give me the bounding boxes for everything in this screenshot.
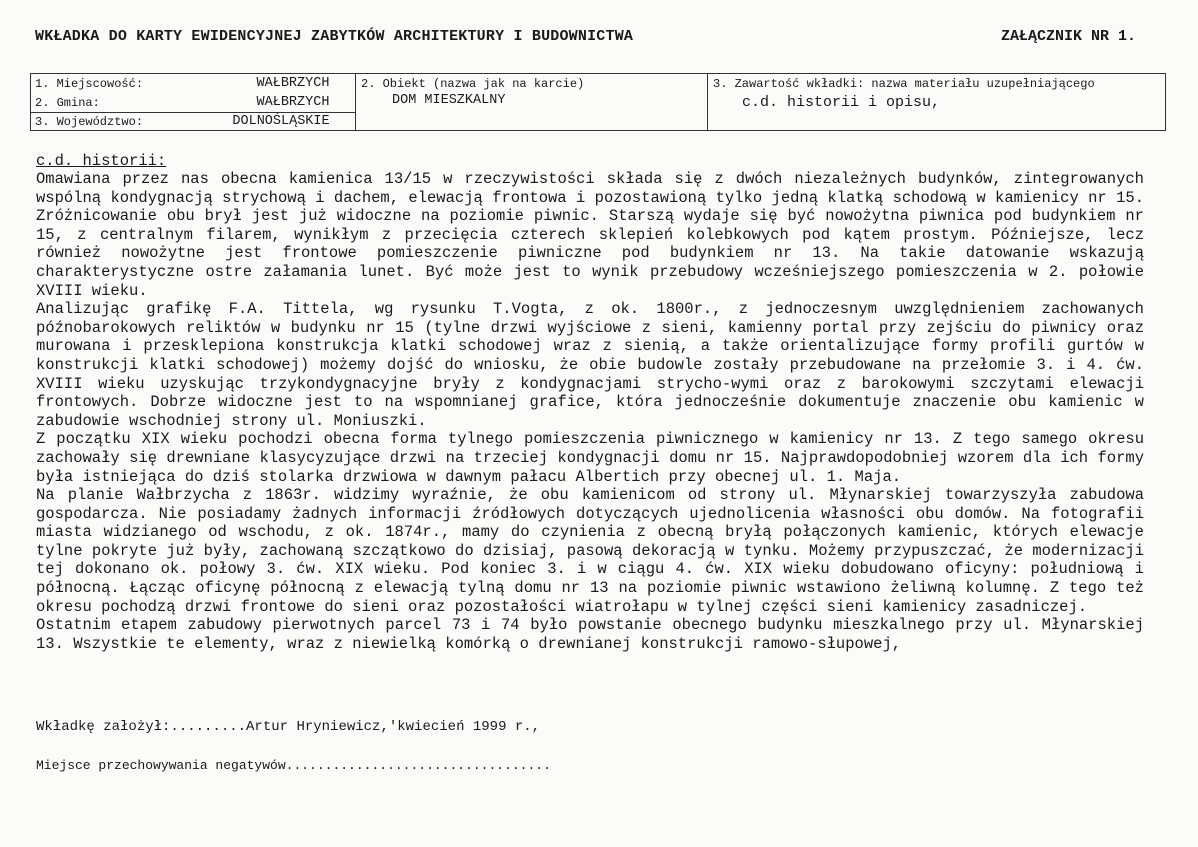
municipality-value: WAŁBRZYCH bbox=[256, 95, 330, 110]
object-value: DOM MIESZKALNY bbox=[392, 93, 506, 108]
paragraph: Ostatnim etapem zabudowy pierwotnych parcel 73 i 74 było powstanie obecnego budynku mieszkalnego przy ul. Młynarskiej 13. Wszystkie te elementy, wraz z niewielką komórką o drewnianej konstrukcji ramowo-słupowej, bbox=[36, 616, 1144, 653]
content-value: c.d. historii i opisu, bbox=[742, 94, 941, 111]
history-text bbox=[36, 170, 1144, 653]
info-table bbox=[30, 73, 1166, 131]
voivodeship-value: DOLNOŚLĄSKIE bbox=[232, 114, 330, 129]
content-cell bbox=[708, 74, 1165, 130]
municipality-row bbox=[31, 93, 355, 112]
paragraph: Z początku XIX wieku pochodzi obecna forma tylnego pomieszczenia piwnicznego w kamienicy nr 13. Z tego samego okresu zachowały się drewniane klasycyzujące drzwi na trzeciej kondygnacji domu nr 15. Najprawdopodobniej wzorem dla ich formy była istniejąca do dziś stolarka drzwiowa w dawnym pałacu Albertich przy obecnej ul. 1. Maja. bbox=[36, 430, 1144, 486]
paragraph: Na planie Wałbrzycha z 1863r. widzimy wyraźnie, że obu kamienicom od strony ul. Młynarskiej towarzyszyła zabudowa gospodarcza. Nie posiadamy żadnych informacji źródłowych dotyczących ujednolicenia własności obu domów. Na fotografii miasta widzianego od wschodu, z ok. 1874r., mamy do czynienia z obecną bryłą połączonych kamienic, których elewacje tylne pokryte już były, zachowaną szczątkowo do dzisiaj, pasową dekoracją w tynku. Możemy przypuszczać, że modernizacji tej dokonano ok. połowy 3. ćw. XIX wieku. Pod koniec 3. i w ciągu 4. ćw. XIX wieku dobudowano oficyny: południową i północną. Łącząc oficynę północną z elewacją tylną domu nr 13 na poziomie piwnic wstawiono żeliwną kolumnę. Z tego też okresu pochodzą drzwi frontowe do sieni oraz pozostałości wiatrołapu w tylnej części sieni kamienicy zasadniczej. bbox=[36, 486, 1144, 616]
locality-value: WAŁBRZYCH bbox=[256, 76, 330, 91]
annex-number: ZAŁĄCZNIK NR 1. bbox=[1000, 28, 1136, 45]
voivodeship-label: 3. Województwo: bbox=[35, 115, 144, 129]
paragraph: Analizując grafikę F.A. Tittela, wg rysunku T.Vogta, z ok. 1800r., z jednoczesnym uwzględnieniem zachowanych późnobarokowych reliktów w budynku nr 15 (tylne drzwi wyjściowe z sieni, kamienny portal przy zejściu do piwnicy oraz murowana i przesklepiona konstrukcja klatki schodowej wraz z sienią, a także orientalizujące formy profili gurtów w konstrukcji klatki schodowej) możemy dojść do wniosku, że obie budowle zostały przebudowane na przełomie 3. i 4. ćw. XVIII wieku uzyskując trzykondygnacyjne bryły z kondygnacjami strycho-wymi oraz z barokowymi szczytami elewacji frontowych. Dobrze widoczne jest to na wspomnianej grafice, która jednocześnie dokumentuje znaczenie obu kamienic w zabudowie wschodniej strony ul. Moniuszki. bbox=[36, 300, 1144, 430]
document-title: WKŁADKA DO KARTY EWIDENCYJNEJ ZABYTKÓW ARCHITEKTURY I BUDOWNICTWA bbox=[35, 28, 634, 45]
object-label: 2. Obiekt (nazwa jak na karcie) bbox=[361, 77, 585, 91]
location-cell bbox=[31, 74, 356, 130]
paragraph: Omawiana przez nas obecna kamienica 13/15 w rzeczywistości składa się z dwóch niezależnych budynków, zintegrowanych wspólną kondygnacją strychową i dachem, elewacją frontowa i pozostawioną tylko jedną klatką schodową w kamienicy nr 15. Zróżnicowanie obu brył jest już widoczne na poziomie piwnic. Starszą wydaje się być nowożytna piwnica pod budynkiem nr 15, z centralnym filarem, wynikłym z przecięcia czterech sklepień kolebkowych pod kątem prostym. Późniejsze, lecz również nowożytne jest frontowe pomieszczenie piwniczne pod budynkiem nr 13. Na takie datowanie wskazują charakterystyczne ostre załamania lunet. Być może jest to wynik przebudowy wcześniejszego pomieszczenia w 2. połowie XVIII wieku. bbox=[36, 170, 1144, 300]
locality-row bbox=[31, 74, 355, 93]
municipality-label: 2. Gmina: bbox=[35, 96, 100, 110]
voivodeship-row bbox=[31, 112, 355, 131]
content-label: 3. Zawartość wkładki: nazwa materiału uzupełniającego bbox=[713, 77, 1095, 91]
object-cell bbox=[356, 74, 708, 130]
locality-label: 1. Miejscowość: bbox=[35, 77, 144, 91]
author-line: Wkładkę założył:.........Artur Hryniewicz,'kwiecień 1999 r., bbox=[36, 719, 541, 735]
negatives-storage-line: Miejsce przechowywania negatywów.................................. bbox=[36, 758, 551, 773]
section-title: c.d. historii: bbox=[36, 152, 167, 170]
